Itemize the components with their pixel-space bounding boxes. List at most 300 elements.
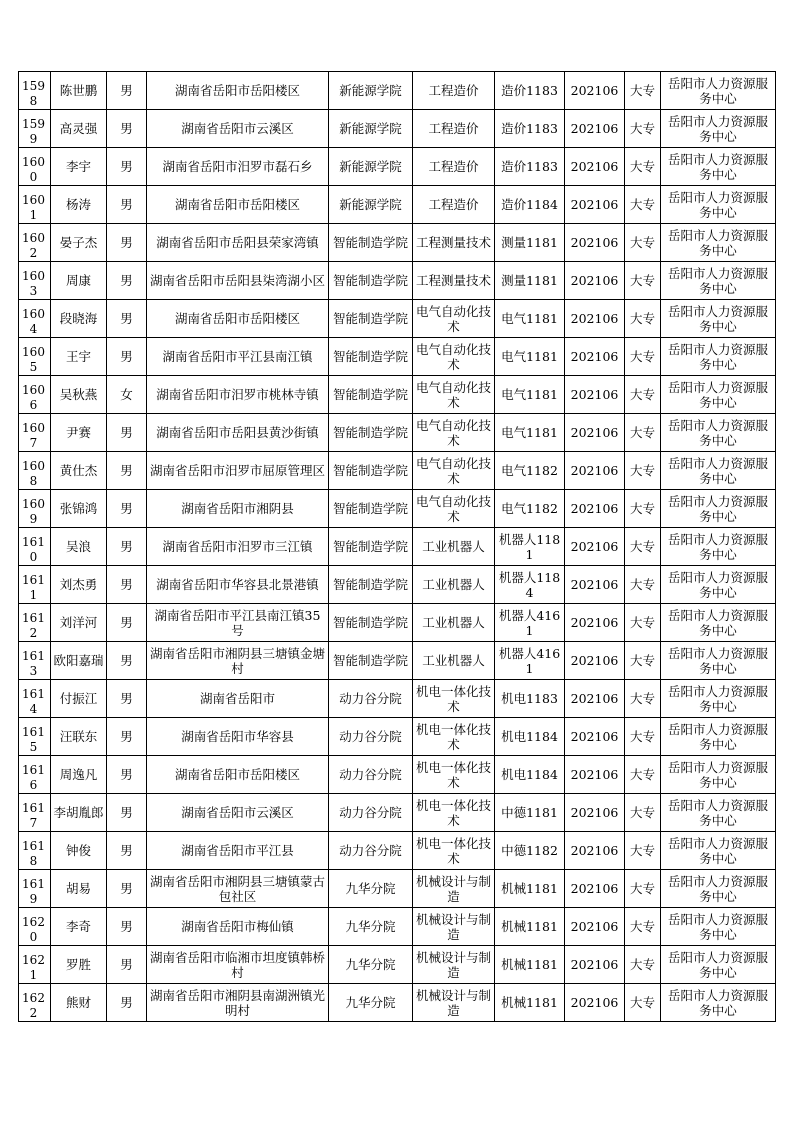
student-name-cell: 李宇: [51, 148, 107, 186]
row-number-cell: [19, 756, 51, 794]
education-level-cell: 大专: [625, 566, 661, 604]
graduation-date-cell: 202106: [565, 110, 625, 148]
graduation-date-cell: 202106: [565, 452, 625, 490]
student-name-cell: 罗胜: [51, 946, 107, 984]
class-code-cell: 测量1181: [495, 224, 565, 262]
row-number: 1602: [22, 231, 45, 260]
student-name-cell: 杨涛: [51, 186, 107, 224]
graduation-date-cell: 202106: [565, 946, 625, 984]
college-cell: 新能源学院: [329, 186, 413, 224]
graduation-date-cell: 202106: [565, 642, 625, 680]
table-row: [19, 414, 776, 452]
major-cell: 电气自动化技术: [413, 300, 495, 338]
gender-cell: 男: [107, 414, 147, 452]
college-cell: 动力谷分院: [329, 718, 413, 756]
receiving-unit-cell: 岳阳市人力资源服务中心: [661, 604, 776, 642]
row-number-cell: [19, 414, 51, 452]
receiving-unit-cell: 岳阳市人力资源服务中心: [661, 642, 776, 680]
row-number: 1606: [22, 383, 45, 412]
table-row: [19, 490, 776, 528]
row-number: 1608: [22, 459, 45, 488]
education-level-cell: 大专: [625, 300, 661, 338]
row-number: 1618: [22, 839, 45, 868]
row-number-cell: [19, 262, 51, 300]
major-cell: 工程造价: [413, 110, 495, 148]
class-code-cell: 机电1183: [495, 680, 565, 718]
receiving-unit-cell: 岳阳市人力资源服务中心: [661, 376, 776, 414]
education-level-cell: 大专: [625, 110, 661, 148]
table-row: [19, 110, 776, 148]
gender-cell: 男: [107, 186, 147, 224]
major-cell: 电气自动化技术: [413, 414, 495, 452]
gender-cell: 男: [107, 604, 147, 642]
class-code-cell: 机电1184: [495, 756, 565, 794]
graduation-date-cell: 202106: [565, 148, 625, 186]
college-cell: 智能制造学院: [329, 452, 413, 490]
class-code-cell: 造价1184: [495, 186, 565, 224]
graduation-date-cell: 202106: [565, 680, 625, 718]
education-level-cell: 大专: [625, 338, 661, 376]
college-cell: 动力谷分院: [329, 680, 413, 718]
row-number: 1622: [22, 991, 45, 1020]
row-number: 1604: [22, 307, 45, 336]
home-address-cell: 湖南省岳阳市岳阳县黄沙街镇: [147, 414, 329, 452]
row-number-cell: [19, 984, 51, 1022]
student-name-cell: 付振江: [51, 680, 107, 718]
table-row: [19, 338, 776, 376]
table-row: [19, 756, 776, 794]
home-address-cell: 湖南省岳阳市华容县北景港镇: [147, 566, 329, 604]
class-code-cell: 机器人1184: [495, 566, 565, 604]
receiving-unit-cell: 岳阳市人力资源服务中心: [661, 528, 776, 566]
college-cell: 动力谷分院: [329, 832, 413, 870]
graduation-date-cell: 202106: [565, 300, 625, 338]
college-cell: 动力谷分院: [329, 794, 413, 832]
college-cell: 九华分院: [329, 984, 413, 1022]
student-name-cell: 刘杰勇: [51, 566, 107, 604]
college-cell: 智能制造学院: [329, 262, 413, 300]
college-cell: 智能制造学院: [329, 566, 413, 604]
student-name-cell: 熊财: [51, 984, 107, 1022]
major-cell: 机电一体化技术: [413, 718, 495, 756]
education-level-cell: 大专: [625, 148, 661, 186]
college-cell: 智能制造学院: [329, 300, 413, 338]
education-level-cell: 大专: [625, 452, 661, 490]
receiving-unit-cell: 岳阳市人力资源服务中心: [661, 300, 776, 338]
graduation-date-cell: 202106: [565, 604, 625, 642]
gender-cell: 男: [107, 680, 147, 718]
row-number-cell: [19, 870, 51, 908]
student-name-cell: 周逸凡: [51, 756, 107, 794]
row-number-cell: [19, 528, 51, 566]
receiving-unit-cell: 岳阳市人力资源服务中心: [661, 680, 776, 718]
row-number-cell: [19, 718, 51, 756]
row-number: 1607: [22, 421, 45, 450]
table-row: [19, 794, 776, 832]
receiving-unit-cell: 岳阳市人力资源服务中心: [661, 414, 776, 452]
student-name-cell: 刘洋河: [51, 604, 107, 642]
home-address-cell: 湖南省岳阳市平江县南江镇35号: [147, 604, 329, 642]
receiving-unit-cell: 岳阳市人力资源服务中心: [661, 718, 776, 756]
gender-cell: 男: [107, 718, 147, 756]
home-address-cell: 湖南省岳阳市岳阳楼区: [147, 756, 329, 794]
education-level-cell: 大专: [625, 262, 661, 300]
major-cell: 机电一体化技术: [413, 680, 495, 718]
graduation-date-cell: 202106: [565, 566, 625, 604]
home-address-cell: 湖南省岳阳市云溪区: [147, 794, 329, 832]
row-number: 1612: [22, 611, 45, 640]
education-level-cell: 大专: [625, 72, 661, 110]
receiving-unit-cell: 岳阳市人力资源服务中心: [661, 794, 776, 832]
gender-cell: 男: [107, 262, 147, 300]
student-name-cell: 段晓海: [51, 300, 107, 338]
receiving-unit-cell: 岳阳市人力资源服务中心: [661, 870, 776, 908]
student-name-cell: 吴浪: [51, 528, 107, 566]
receiving-unit-cell: 岳阳市人力资源服务中心: [661, 338, 776, 376]
receiving-unit-cell: 岳阳市人力资源服务中心: [661, 832, 776, 870]
row-number: 1601: [22, 193, 45, 222]
major-cell: 电气自动化技术: [413, 338, 495, 376]
major-cell: 机电一体化技术: [413, 832, 495, 870]
row-number-cell: [19, 452, 51, 490]
college-cell: 智能制造学院: [329, 604, 413, 642]
college-cell: 九华分院: [329, 870, 413, 908]
major-cell: 工程测量技术: [413, 262, 495, 300]
gender-cell: 男: [107, 148, 147, 186]
home-address-cell: 湖南省岳阳市岳阳楼区: [147, 186, 329, 224]
table-row: [19, 300, 776, 338]
class-code-cell: 电气1182: [495, 490, 565, 528]
row-number: 1599: [22, 117, 45, 146]
row-number-cell: [19, 566, 51, 604]
home-address-cell: 湖南省岳阳市湘阴县三塘镇金塘村: [147, 642, 329, 680]
major-cell: 工业机器人: [413, 528, 495, 566]
education-level-cell: 大专: [625, 908, 661, 946]
class-code-cell: 机器人1181: [495, 528, 565, 566]
row-number-cell: [19, 490, 51, 528]
graduation-date-cell: 202106: [565, 870, 625, 908]
table-row: [19, 376, 776, 414]
student-name-cell: 陈世鹏: [51, 72, 107, 110]
row-number: 1619: [22, 877, 45, 906]
graduation-date-cell: 202106: [565, 832, 625, 870]
education-level-cell: 大专: [625, 528, 661, 566]
class-code-cell: 造价1183: [495, 148, 565, 186]
table-row: [19, 718, 776, 756]
education-level-cell: 大专: [625, 794, 661, 832]
row-number-cell: [19, 794, 51, 832]
major-cell: 机械设计与制造: [413, 946, 495, 984]
college-cell: 新能源学院: [329, 148, 413, 186]
row-number-cell: [19, 832, 51, 870]
home-address-cell: 湖南省岳阳市岳阳县柒湾湖小区: [147, 262, 329, 300]
table-row: [19, 72, 776, 110]
table-row: [19, 870, 776, 908]
row-number-cell: [19, 908, 51, 946]
student-name-cell: 黄仕杰: [51, 452, 107, 490]
home-address-cell: 湖南省岳阳市临湘市坦度镇韩桥村: [147, 946, 329, 984]
major-cell: 机械设计与制造: [413, 908, 495, 946]
home-address-cell: 湖南省岳阳市云溪区: [147, 110, 329, 148]
class-code-cell: 机械1181: [495, 870, 565, 908]
row-number-cell: [19, 376, 51, 414]
major-cell: 工业机器人: [413, 566, 495, 604]
gender-cell: 女: [107, 376, 147, 414]
student-name-cell: 胡易: [51, 870, 107, 908]
home-address-cell: 湖南省岳阳市岳阳县荣家湾镇: [147, 224, 329, 262]
home-address-cell: 湖南省岳阳市岳阳楼区: [147, 72, 329, 110]
education-level-cell: 大专: [625, 604, 661, 642]
graduation-date-cell: 202106: [565, 414, 625, 452]
graduation-date-cell: 202106: [565, 186, 625, 224]
table-row: [19, 262, 776, 300]
major-cell: 工程造价: [413, 186, 495, 224]
graduation-date-cell: 202106: [565, 718, 625, 756]
row-number-cell: [19, 148, 51, 186]
table-row: [19, 528, 776, 566]
college-cell: 智能制造学院: [329, 224, 413, 262]
college-cell: 智能制造学院: [329, 376, 413, 414]
class-code-cell: 造价1183: [495, 72, 565, 110]
gender-cell: 男: [107, 490, 147, 528]
gender-cell: 男: [107, 110, 147, 148]
class-code-cell: 中德1182: [495, 832, 565, 870]
student-name-cell: 高灵强: [51, 110, 107, 148]
home-address-cell: 湖南省岳阳市汨罗市桃林寺镇: [147, 376, 329, 414]
home-address-cell: 湖南省岳阳市湘阴县三塘镇蒙古包社区: [147, 870, 329, 908]
home-address-cell: 湖南省岳阳市汨罗市三江镇: [147, 528, 329, 566]
student-name-cell: 张锦鸿: [51, 490, 107, 528]
major-cell: 工业机器人: [413, 604, 495, 642]
college-cell: 新能源学院: [329, 72, 413, 110]
row-number: 1621: [22, 953, 45, 982]
row-number: 1605: [22, 345, 45, 374]
education-level-cell: 大专: [625, 642, 661, 680]
college-cell: 新能源学院: [329, 110, 413, 148]
receiving-unit-cell: 岳阳市人力资源服务中心: [661, 566, 776, 604]
education-level-cell: 大专: [625, 224, 661, 262]
receiving-unit-cell: 岳阳市人力资源服务中心: [661, 946, 776, 984]
row-number: 1616: [22, 763, 45, 792]
gender-cell: 男: [107, 946, 147, 984]
education-level-cell: 大专: [625, 376, 661, 414]
table-row: [19, 642, 776, 680]
graduation-date-cell: 202106: [565, 756, 625, 794]
row-number-cell: [19, 604, 51, 642]
home-address-cell: 湖南省岳阳市湘阴县南湖洲镇光明村: [147, 984, 329, 1022]
graduation-date-cell: 202106: [565, 224, 625, 262]
gender-cell: 男: [107, 566, 147, 604]
gender-cell: 男: [107, 224, 147, 262]
receiving-unit-cell: 岳阳市人力资源服务中心: [661, 148, 776, 186]
row-number: 1600: [22, 155, 45, 184]
graduation-date-cell: 202106: [565, 72, 625, 110]
class-code-cell: 电气1181: [495, 414, 565, 452]
row-number-cell: [19, 110, 51, 148]
gender-cell: 男: [107, 984, 147, 1022]
class-code-cell: 测量1181: [495, 262, 565, 300]
home-address-cell: 湖南省岳阳市梅仙镇: [147, 908, 329, 946]
major-cell: 机电一体化技术: [413, 756, 495, 794]
row-number: 1617: [22, 801, 45, 830]
college-cell: 动力谷分院: [329, 756, 413, 794]
row-number-cell: [19, 642, 51, 680]
student-name-cell: 李胡胤郎: [51, 794, 107, 832]
graduation-date-cell: 202106: [565, 262, 625, 300]
table-row: [19, 148, 776, 186]
table-row: [19, 984, 776, 1022]
class-code-cell: 机器人4161: [495, 642, 565, 680]
student-name-cell: 钟俊: [51, 832, 107, 870]
receiving-unit-cell: 岳阳市人力资源服务中心: [661, 110, 776, 148]
gender-cell: 男: [107, 794, 147, 832]
education-level-cell: 大专: [625, 756, 661, 794]
row-number-cell: [19, 680, 51, 718]
table-row: [19, 908, 776, 946]
row-number-cell: [19, 338, 51, 376]
student-name-cell: 晏子杰: [51, 224, 107, 262]
major-cell: 电气自动化技术: [413, 452, 495, 490]
receiving-unit-cell: 岳阳市人力资源服务中心: [661, 756, 776, 794]
class-code-cell: 造价1183: [495, 110, 565, 148]
gender-cell: 男: [107, 832, 147, 870]
education-level-cell: 大专: [625, 984, 661, 1022]
class-code-cell: 电气1181: [495, 338, 565, 376]
gender-cell: 男: [107, 72, 147, 110]
row-number: 1615: [22, 725, 45, 754]
table-row: [19, 452, 776, 490]
home-address-cell: 湖南省岳阳市汨罗市屈原管理区: [147, 452, 329, 490]
major-cell: 工业机器人: [413, 642, 495, 680]
class-code-cell: 电气1181: [495, 376, 565, 414]
education-level-cell: 大专: [625, 832, 661, 870]
class-code-cell: 机器人4161: [495, 604, 565, 642]
class-code-cell: 机电1184: [495, 718, 565, 756]
row-number: 1603: [22, 269, 45, 298]
gender-cell: 男: [107, 300, 147, 338]
major-cell: 工程造价: [413, 148, 495, 186]
home-address-cell: 湖南省岳阳市湘阴县: [147, 490, 329, 528]
gender-cell: 男: [107, 756, 147, 794]
table-row: [19, 832, 776, 870]
row-number: 1611: [22, 573, 45, 602]
class-code-cell: 电气1181: [495, 300, 565, 338]
gender-cell: 男: [107, 452, 147, 490]
receiving-unit-cell: 岳阳市人力资源服务中心: [661, 72, 776, 110]
major-cell: 工程造价: [413, 72, 495, 110]
student-name-cell: 王宇: [51, 338, 107, 376]
table-row: [19, 604, 776, 642]
class-code-cell: 中德1181: [495, 794, 565, 832]
graduation-date-cell: 202106: [565, 490, 625, 528]
row-number-cell: [19, 186, 51, 224]
college-cell: 智能制造学院: [329, 414, 413, 452]
college-cell: 智能制造学院: [329, 490, 413, 528]
graduation-date-cell: 202106: [565, 528, 625, 566]
gender-cell: 男: [107, 528, 147, 566]
class-code-cell: 机械1181: [495, 908, 565, 946]
table-row: [19, 946, 776, 984]
gender-cell: 男: [107, 642, 147, 680]
home-address-cell: 湖南省岳阳市平江县南江镇: [147, 338, 329, 376]
row-number: 1620: [22, 915, 45, 944]
gender-cell: 男: [107, 908, 147, 946]
table-row: [19, 186, 776, 224]
graduation-date-cell: 202106: [565, 984, 625, 1022]
receiving-unit-cell: 岳阳市人力资源服务中心: [661, 490, 776, 528]
college-cell: 智能制造学院: [329, 528, 413, 566]
education-level-cell: 大专: [625, 414, 661, 452]
major-cell: 电气自动化技术: [413, 490, 495, 528]
education-level-cell: 大专: [625, 946, 661, 984]
class-code-cell: 机械1181: [495, 984, 565, 1022]
table-body: [19, 72, 776, 1022]
home-address-cell: 湖南省岳阳市岳阳楼区: [147, 300, 329, 338]
class-code-cell: 机械1181: [495, 946, 565, 984]
home-address-cell: 湖南省岳阳市平江县: [147, 832, 329, 870]
student-name-cell: 李奇: [51, 908, 107, 946]
graduation-date-cell: 202106: [565, 908, 625, 946]
education-level-cell: 大专: [625, 490, 661, 528]
college-cell: 九华分院: [329, 908, 413, 946]
graduation-date-cell: 202106: [565, 338, 625, 376]
major-cell: 机械设计与制造: [413, 984, 495, 1022]
row-number-cell: [19, 300, 51, 338]
receiving-unit-cell: 岳阳市人力资源服务中心: [661, 452, 776, 490]
row-number: 1609: [22, 497, 45, 526]
college-cell: 智能制造学院: [329, 338, 413, 376]
receiving-unit-cell: 岳阳市人力资源服务中心: [661, 262, 776, 300]
home-address-cell: 湖南省岳阳市华容县: [147, 718, 329, 756]
receiving-unit-cell: 岳阳市人力资源服务中心: [661, 186, 776, 224]
table-row: [19, 566, 776, 604]
receiving-unit-cell: 岳阳市人力资源服务中心: [661, 224, 776, 262]
row-number-cell: [19, 946, 51, 984]
class-code-cell: 电气1182: [495, 452, 565, 490]
major-cell: 电气自动化技术: [413, 376, 495, 414]
home-address-cell: 湖南省岳阳市: [147, 680, 329, 718]
graduation-date-cell: 202106: [565, 794, 625, 832]
graduation-date-cell: 202106: [565, 376, 625, 414]
major-cell: 机电一体化技术: [413, 794, 495, 832]
student-name-cell: 尹赛: [51, 414, 107, 452]
table-row: [19, 224, 776, 262]
row-number-cell: [19, 72, 51, 110]
college-cell: 智能制造学院: [329, 642, 413, 680]
education-level-cell: 大专: [625, 186, 661, 224]
student-name-cell: 汪联东: [51, 718, 107, 756]
major-cell: 工程测量技术: [413, 224, 495, 262]
gender-cell: 男: [107, 338, 147, 376]
row-number: 1614: [22, 687, 45, 716]
education-level-cell: 大专: [625, 718, 661, 756]
education-level-cell: 大专: [625, 680, 661, 718]
row-number: 1613: [22, 649, 45, 678]
education-level-cell: 大专: [625, 870, 661, 908]
receiving-unit-cell: 岳阳市人力资源服务中心: [661, 984, 776, 1022]
student-table: [18, 71, 776, 1022]
table-row: [19, 680, 776, 718]
student-name-cell: 周康: [51, 262, 107, 300]
row-number: 1598: [22, 79, 45, 108]
major-cell: 机械设计与制造: [413, 870, 495, 908]
receiving-unit-cell: 岳阳市人力资源服务中心: [661, 908, 776, 946]
row-number: 1610: [22, 535, 45, 564]
row-number-cell: [19, 224, 51, 262]
home-address-cell: 湖南省岳阳市汨罗市磊石乡: [147, 148, 329, 186]
student-name-cell: 欧阳嘉瑞: [51, 642, 107, 680]
gender-cell: 男: [107, 870, 147, 908]
